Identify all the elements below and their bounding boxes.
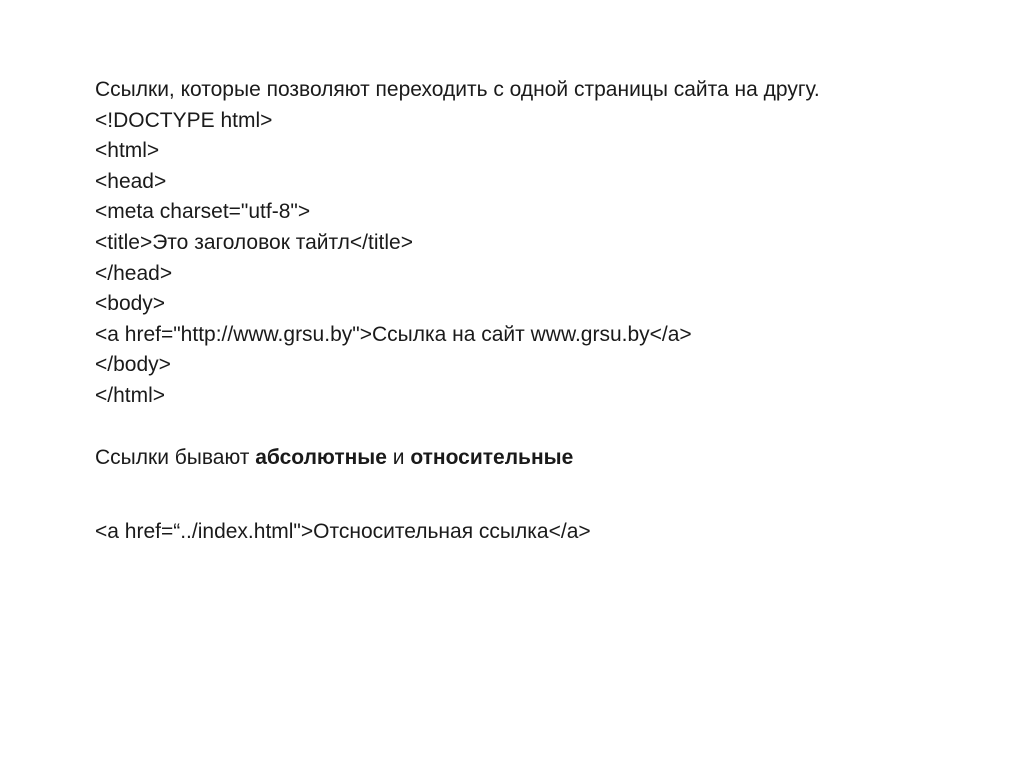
link-types-sentence (95, 443, 995, 474)
code-line: </html> (95, 383, 166, 407)
code-line: <title>Это заголовок тайтл</title> (95, 230, 413, 254)
link-types-prefix: Ссылки бывают (95, 445, 256, 469)
slide-content (95, 75, 995, 548)
code-line: <html> (95, 139, 160, 163)
code-line: <body> (95, 292, 166, 316)
relative-link-example: <a href=“../index.html">Отсносительная ссылка</a> (95, 520, 591, 544)
absolute-term: абсолютные (255, 445, 387, 469)
link-types-conjunction: и (386, 445, 411, 469)
code-line: <!DOCTYPE html> (95, 108, 273, 132)
code-line: <head> (95, 169, 167, 193)
relative-term: относительные (410, 445, 574, 469)
code-line: <a href="http://www.grsu.by">Ссылка на сайт www.grsu.by</a> (95, 322, 692, 346)
spacer (95, 412, 995, 443)
spacer (95, 473, 995, 517)
code-line: </body> (95, 353, 171, 377)
code-line: <meta charset="utf-8"> (95, 200, 311, 224)
intro-text: Ссылки, которые позволяют переходить с одной страницы сайта на другу. (95, 78, 820, 101)
code-line: </head> (95, 261, 173, 285)
